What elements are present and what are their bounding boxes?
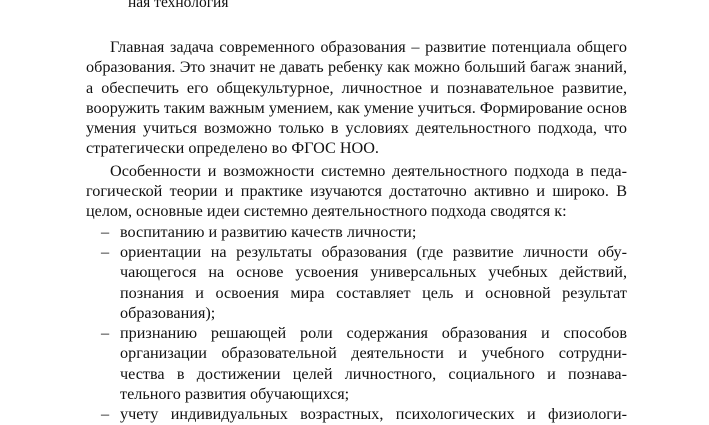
paragraph-1-line-5: умения учиться возможно только в условиях деятельностного подхода, что bbox=[86, 119, 627, 138]
paragraph-1-line-2: образования. Это значит не давать ребенку как можно больший багаж знаний, bbox=[86, 58, 627, 77]
paragraph-line bbox=[110, 37, 627, 57]
bullet-3-line-2: организации образовательной деятельности и учебного сотрудни- bbox=[120, 344, 627, 363]
list-item bbox=[86, 222, 627, 242]
paragraph-line bbox=[110, 161, 627, 181]
list-item bbox=[86, 404, 627, 424]
list-item-line bbox=[120, 343, 627, 363]
bullet-3-line-1: признанию решающей роли содержания образования и способов bbox=[120, 324, 627, 343]
bullet-2-line-1: ориентации на результаты образования (где развитие личности обу- bbox=[120, 242, 627, 261]
list-item-line bbox=[120, 323, 627, 343]
bullet-3-line-3: чества в достижении целей личностного, социального и познава- bbox=[120, 364, 627, 383]
keywords-line bbox=[128, 0, 688, 11]
bullet-dash: – bbox=[101, 324, 110, 343]
list-item bbox=[86, 242, 627, 323]
list-item-line bbox=[120, 384, 627, 404]
list-item-line bbox=[120, 242, 627, 262]
body-text bbox=[86, 37, 627, 425]
paragraph-line bbox=[86, 118, 627, 138]
bullet-dash: – bbox=[101, 405, 110, 424]
bullet-2-line-4: образования); bbox=[120, 303, 216, 322]
list-item-line bbox=[120, 262, 627, 282]
paragraph-line bbox=[86, 57, 627, 77]
bullet-list bbox=[86, 222, 627, 425]
paragraph-line bbox=[86, 181, 627, 201]
paragraph-line bbox=[86, 201, 627, 221]
keywords-text: ная технология bbox=[128, 0, 229, 11]
paragraph-2-line-3: целом, основные идеи системно деятельностного подхода сводятся к: bbox=[86, 202, 567, 221]
paragraph-1-line-4: вооружить таким важным умением, как умение учиться. Формирование основ bbox=[86, 98, 627, 117]
bullet-dash: – bbox=[101, 222, 110, 241]
list-item-line bbox=[120, 283, 627, 303]
paragraph-line bbox=[86, 98, 627, 118]
paragraph-2-line-2: гогической теории и практике изучаются достаточно активно и широко. В bbox=[86, 182, 627, 201]
paragraph-2 bbox=[86, 161, 627, 222]
paragraph-1 bbox=[86, 37, 627, 159]
bullet-dash: – bbox=[101, 242, 110, 261]
list-item-line bbox=[120, 364, 627, 384]
paragraph-1-line-6: стратегически определено во ФГОС НОО. bbox=[86, 139, 379, 158]
list-item-line bbox=[120, 222, 627, 242]
list-item-line bbox=[120, 404, 627, 424]
bullet-4-line-1: учету индивидуальных возрастных, психологических и физиологи- bbox=[120, 405, 627, 424]
list-item bbox=[86, 323, 627, 404]
paragraph-line bbox=[86, 138, 627, 158]
list-item-line bbox=[120, 303, 627, 323]
bullet-2-line-2: чающегося на основе усвоения универсальных учебных действий, bbox=[120, 263, 627, 282]
bullet-3-line-4: тельного развития обучающихся; bbox=[120, 385, 350, 404]
bullet-2-line-3: познания и освоения мира составляет цель и основной результат bbox=[120, 283, 627, 302]
paragraph-1-line-3: а обеспечить его общекультурное, личностное и познавательное развитие, bbox=[86, 78, 627, 97]
paragraph-line bbox=[86, 78, 627, 98]
paragraph-2-line-1: Особенности и возможности системно деятельностного подхода в педа- bbox=[110, 161, 627, 180]
bullet-1-line-1: воспитанию и развитию качеств личности; bbox=[120, 222, 417, 241]
paragraph-1-line-1: Главная задача современного образования – развитие потенциала общего bbox=[110, 38, 627, 56]
